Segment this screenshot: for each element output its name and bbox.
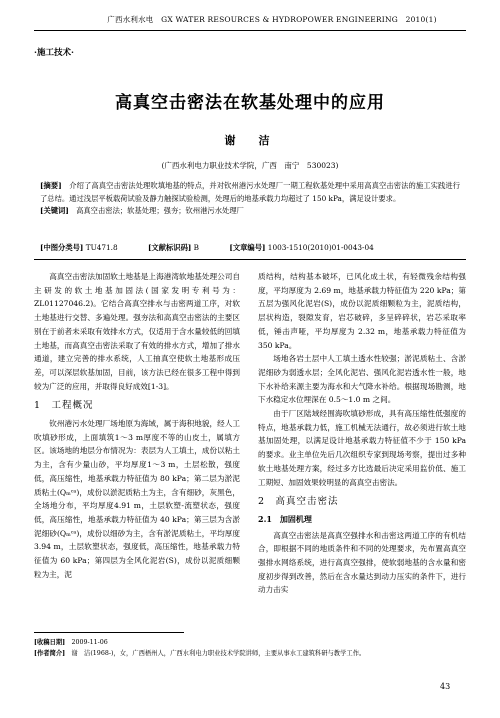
- article-number-field: [文章编号] 1003-1510(2010)01-0043-04: [229, 243, 374, 252]
- section-heading-2: 2 高真空击密法: [258, 496, 339, 508]
- subsection-heading-2-1: 2.1 加固机理: [258, 513, 312, 524]
- groundwater-paragraph: 场地各岩土层中人工填土透水性较强；淤泥质粘土、含淤泥细砂为弱透水层；全风化泥岩、强风化泥岩透水性一般，地下水补给来源主要为海水和大气降水补给。根据现场勘测，地下水稳定水位埋深在 0.5～1.0 m 之间。: [258, 354, 466, 405]
- abstract-block: [40, 180, 460, 218]
- classification-row: [40, 243, 460, 253]
- footnote-rule: [34, 632, 184, 633]
- section-tag: ·施工技术·: [34, 48, 74, 58]
- abstract: [40, 180, 460, 205]
- keywords: [40, 205, 460, 218]
- method-choice-paragraph: 由于厂区陆域经围海吹填砂形成，具有高压缩性低强度的特点，地基承载力低，施工机械无法通行，故必须进行软土地基加固处理，以满足设计地基承载力特征值不少于 150 kPa 的要求。业主单位先后几次组织专家到现场考察，提出过多种软土地基处理方案，经过多方比选最后决定采用监价低、施工工期短、加固效果较明显的高真空击密法。: [258, 409, 466, 487]
- section-heading-1: 1 工程概况: [34, 400, 94, 412]
- author-bio: [作者简介] 谢 洁(1968-)，女，广西梧州人，广西水利电力职业技术学院讲师，主要从事水工建筑科研与教学工作。: [34, 650, 366, 657]
- doc-code-field: [文献标识码] B: [147, 243, 200, 252]
- clc-field: [中图分类号] TU471.8: [40, 243, 118, 252]
- strata-paragraph: 质结构，结构基本破坏，已风化成土状，有轻微残余结构强度，平均厚度为 2.69 m，地基承载力特征值为 220 kPa；第五层为强风化泥岩(S)，成份以泥质细颗粒为主，泥质结构，层状构造，裂隙发育，岩芯破碎，多呈碎碎状，岩芯采取率低，锤击声哑，平均厚度为 2.32 m，地基承载力特征值为 350 kPa。: [258, 272, 466, 350]
- running-head: 广西水利水电 GX WATER RESOURCES & HYDROPOWER ENGINEERING 2010(1): [107, 15, 437, 24]
- intro-paragraph: 高真空击密法加固软土地基是上海港湾软地基处理公司自主研发的软土地基加固法(国家发明专利号为：ZL01127046.2)。它结合高真空排水与击密两道工序，对软土地基进行交替、多遍处理。强夯法和高真空击密法的主要区别在于前者未采取有效排水方式，仅适用于含水量较低的回填土地基，而高真空击密法采取了有效的排水方式，增加了排水通道，建立完善的排水系统，人工抽真空使软土地基形成压差，可以深层软基加固，目前，该方法已经在很多工程中得到较为广泛的应用，并取得良好成效[1-3]。: [34, 272, 240, 391]
- footnote: [34, 637, 466, 659]
- page-number: 43: [440, 682, 451, 691]
- received-date: [收稿日期] 2009-11-06: [34, 639, 108, 646]
- right-column: [258, 270, 466, 597]
- keywords-text: 高真空击密法；软基处理；强夯；钦州港污水处理厂: [76, 206, 244, 216]
- overview-paragraph: 钦州港污水处理厂场地原为海域，属于海积地貌，经人工吹填砂形成，上面填筑1～3 m厚度不等的山皮土，属填方区。该场地的地层分布情况为：表层为人工填土，成份以粘土为主，含有少量山砂，平均厚度1～3 m，土层松散，强度低，高压缩性，地基承载力特征值为 80 kPa；第二层为淤泥质粘土(Qₘᶜᵃ)，成份以淤泥质粘土为主，含有细砂，灰黑色，全场地分布，平均厚度4.91 m，土层软塑-流塑状态，强度低，高压缩性，地基承载力特征值为 40 kPa；第三层为含淤泥细砂(Qₘᶜᵃ)，成份以细砂为主，含有淤泥质粘土，平均厚度3.94 m，土层软塑状态，强度低，高压缩性，地基承载力特征值为 60 kPa；第四层为全风化泥岩(S)，成份以泥质细颗粒为主，泥: [34, 419, 240, 579]
- keywords-label: [关键词]: [40, 206, 69, 216]
- author-name: 谢 洁: [224, 134, 276, 147]
- abstract-text: 介绍了高真空击密法处理吹填地基的特点，并对钦州港污水处理厂一期工程软基处理中采用高真空击密法的施工实践进行了总结。通过浅层平板载荷试验及静力触探试验检测，处理后的地基承载力均超过了 150 kPa，满足设计要求。: [40, 181, 461, 203]
- affiliation: (广西水利电力职业技术学院，广西 南宁 530023): [161, 161, 339, 170]
- mechanism-paragraph: 高真空击密法是高真空强排水和击密这两道工序的有机结合，即根据不同的地质条件和不同的处理要求，先布置高真空强排水网络系统，进行高真空强排，使软弱地基的含水量和密度初步得到改善，然后在含水量达到动力压实的条件下，进行动力击实: [258, 530, 466, 595]
- abstract-rule: [34, 259, 466, 260]
- left-column: [34, 270, 240, 581]
- abstract-label: [摘要]: [40, 181, 62, 190]
- article-title: 高真空击密法在软基处理中的应用: [115, 93, 385, 113]
- header-rule: [34, 30, 466, 31]
